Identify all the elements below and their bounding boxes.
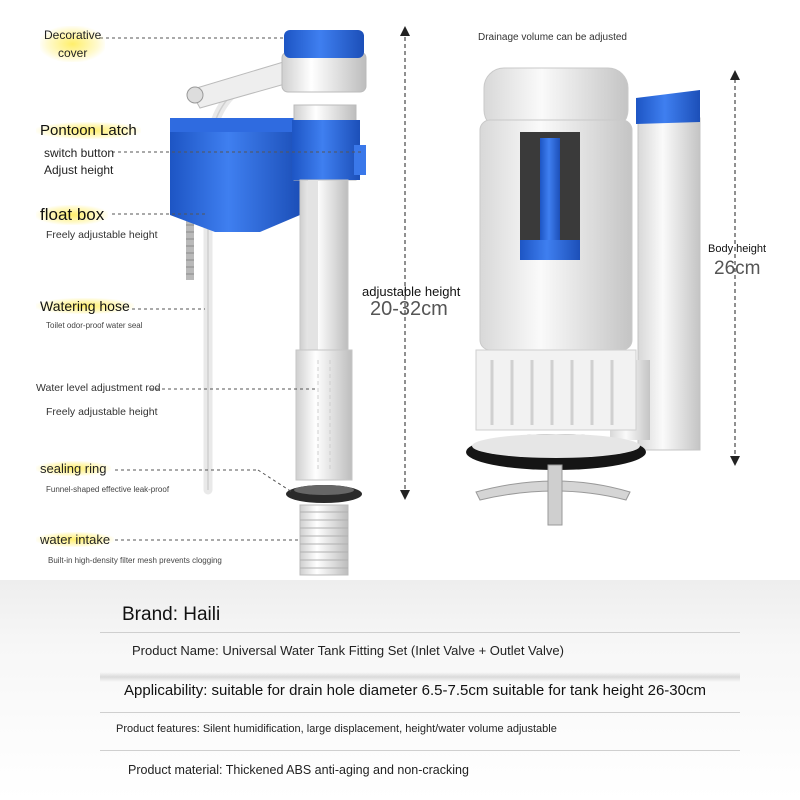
spec-applicability: Applicability: suitable for drain hole diameter 6.5-7.5cm suitable for tank height 26-30cm — [124, 682, 706, 699]
label-body-height-value: 26cm — [714, 258, 761, 279]
label-float-box: float box — [36, 205, 108, 225]
spec-divider-3 — [100, 712, 740, 713]
label-odor-proof: Toilet odor-proof water seal — [46, 321, 143, 330]
label-switch-button: switch button — [44, 146, 115, 160]
label-pontoon-latch: Pontoon Latch — [36, 122, 141, 139]
spec-material: Product material: Thickened ABS anti-aging and non-cracking — [128, 763, 469, 777]
spec-divider-4 — [100, 750, 740, 751]
label-adjustable-range: 20-32cm — [370, 298, 448, 320]
inlet-valve — [170, 30, 366, 575]
label-water-intake: water intake — [36, 532, 114, 547]
label-drainage-volume: Drainage volume can be adjusted — [478, 32, 627, 43]
label-water-level-rod: Water level adjustment rod — [36, 382, 161, 394]
label-freely-adjustable-1: Freely adjustable height — [46, 229, 158, 241]
label-freely-adjustable-2: Freely adjustable height — [46, 406, 158, 418]
label-funnel-shaped: Funnel-shaped effective leak-proof — [46, 485, 170, 494]
label-adjust-height: Adjust height — [44, 163, 114, 177]
adjustable-height-arrow — [400, 26, 410, 500]
label-adjustable-height: adjustable height — [362, 284, 461, 299]
spec-divider-1 — [100, 632, 740, 633]
label-filter-mesh: Built-in high-density filter mesh prevents clogging — [48, 556, 222, 565]
label-decorative-cover-text: Decorative cover — [44, 28, 102, 60]
spec-product-name: Product Name: Universal Water Tank Fitting Set (Inlet Valve + Outlet Valve) — [132, 643, 564, 658]
label-sealing-ring: sealing ring — [36, 461, 111, 476]
outlet-valve — [466, 68, 700, 525]
label-watering-hose: Watering hose — [36, 298, 134, 314]
label-body-height: Body height — [708, 243, 767, 255]
spec-features: Product features: Silent humidification, large displacement, height/water volume adjustable — [116, 723, 557, 735]
spec-brand: Brand: Haili — [122, 604, 221, 625]
spec-divider-2 — [100, 672, 740, 682]
label-decorative-cover — [40, 26, 105, 62]
